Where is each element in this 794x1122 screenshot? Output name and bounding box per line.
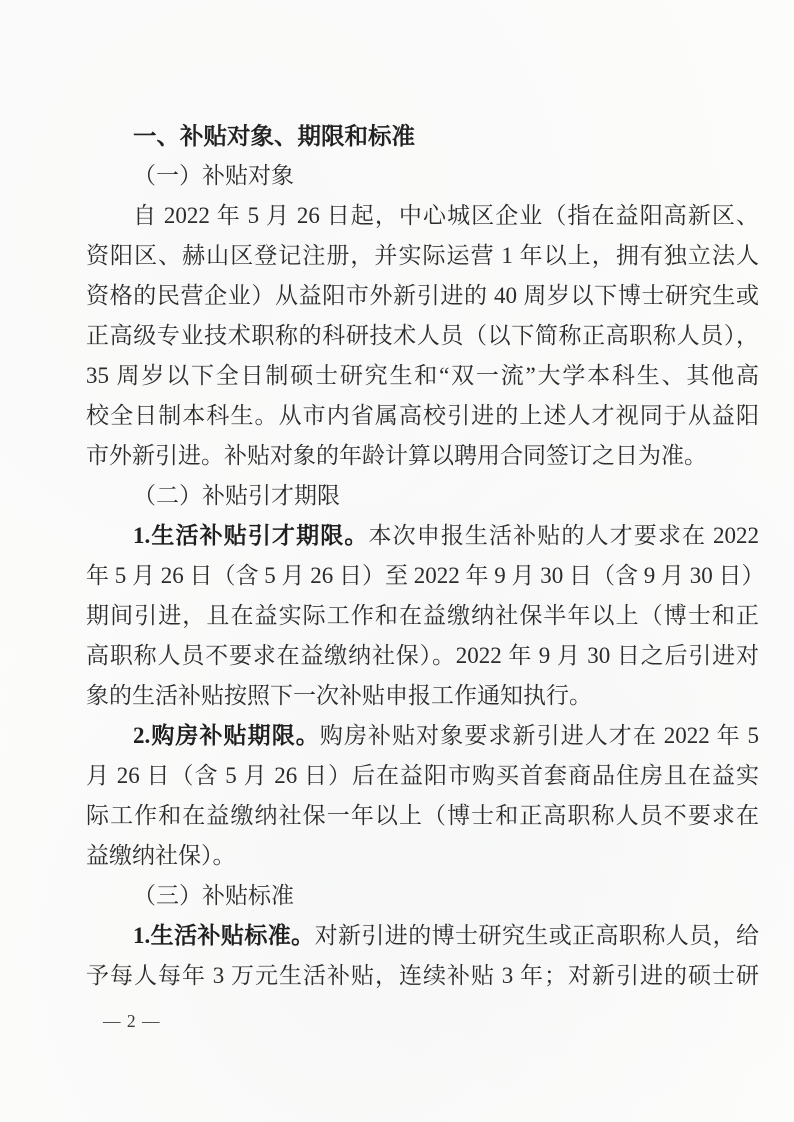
body-text-line: 益缴纳社保）。 <box>86 843 236 868</box>
body-text-line: 象的生活补贴按照下一次补贴申报工作通知执行。 <box>86 683 592 708</box>
bold-lead-in: 1.生活补贴标准。 <box>133 923 315 948</box>
body-text-line: 月 26 日（含 5 月 26 日）后在益阳市购买首套商品住房且在益实 <box>86 763 759 788</box>
body-text-line: 1.生活补贴引才期限。本次申报生活补贴的人才要求在 2022 <box>133 523 760 548</box>
body-text-line: 高职称人员不要求在益缴纳社保）。2022 年 9 月 30 日之后引进对 <box>86 643 759 668</box>
body-text-line: 资阳区、赫山区登记注册，并实际运营 1 年以上，拥有独立法人 <box>86 243 759 268</box>
sub-section-heading: （一）补贴对象 <box>133 163 294 188</box>
body-text-line: 35 周岁以下全日制硕士研究生和“双一流”大学本科生、其他高 <box>86 363 759 388</box>
body-text-line: 1.生活补贴标准。对新引进的博士研究生或正高职称人员，给 <box>133 923 760 948</box>
sub-section-heading: （二）补贴引才期限 <box>133 483 340 508</box>
page-number: — 2 — <box>103 1011 161 1031</box>
body-text-line: 年 5 月 26 日（含 5 月 26 日）至 2022 年 9 月 30 日（含 9 月 30 日） <box>86 563 765 588</box>
body-text-line: 自 2022 年 5 月 26 日起，中心城区企业（指在益阳高新区、 <box>133 203 759 228</box>
section-heading: 一、补贴对象、期限和标准 <box>133 123 415 149</box>
body-text-line: 期间引进，且在益实际工作和在益缴纳社保半年以上（博士和正 <box>86 603 759 628</box>
body-text-line: 际工作和在益缴纳社保一年以上（博士和正高职称人员不要求在 <box>86 803 759 828</box>
bold-lead-in: 2.购房补贴期限。 <box>133 723 320 748</box>
body-text-line: 校全日制本科生。从市内省属高校引进的上述人才视同于从益阳 <box>86 403 759 428</box>
body-text-line: 资格的民营企业）从益阳市外新引进的 40 周岁以下博士研究生或 <box>86 283 759 308</box>
body-text-line: 予每人每年 3 万元生活补贴，连续补贴 3 年；对新引进的硕士研 <box>86 963 759 988</box>
bold-lead-in: 1.生活补贴引才期限。 <box>133 523 369 548</box>
body-text-line: 市外新引进。补贴对象的年龄计算以聘用合同签订之日为准。 <box>86 443 707 468</box>
body-text-line: 2.购房补贴期限。购房补贴对象要求新引进人才在 2022 年 5 <box>133 723 760 748</box>
text-content <box>86 116 765 996</box>
sub-section-heading: （三）补贴标准 <box>133 883 294 908</box>
body-text-line: 正高级专业技术职称的科研技术人员（以下简称正高职称人员）， <box>86 323 759 348</box>
